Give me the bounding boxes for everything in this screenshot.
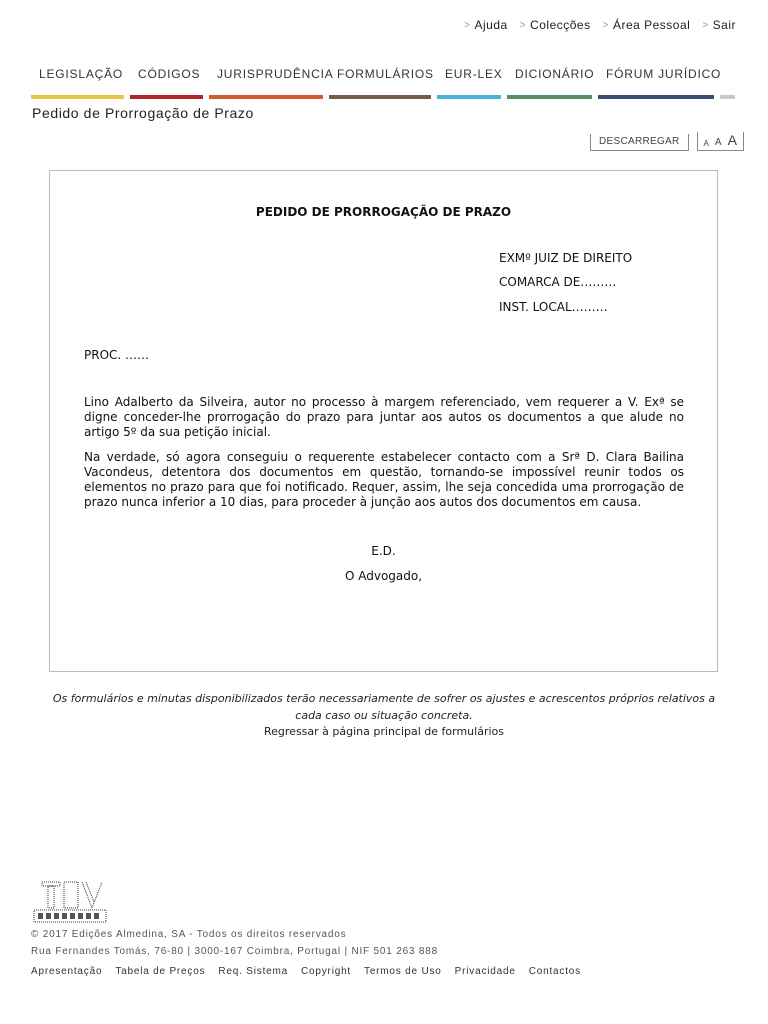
almedina-logo <box>32 880 108 924</box>
footer-copyright: © 2017 Edições Almedina, SA - Todos os direitos reservados <box>31 929 347 940</box>
addressee-line: INST. LOCAL……… <box>499 300 608 314</box>
nav-forum-juridico[interactable]: FÓRUM JURÍDICO <box>598 67 714 99</box>
chevron-right-icon: > <box>602 19 609 31</box>
paragraph: Na verdade, só agora conseguiu o requerente estabelecer contacto com a Srª D. Clara Bailina Vacondeus, detentora dos documentos em questão, tornando-se impossível reunir todos os elementos no prazo para que foi notificado. Requer, assim, lhe seja concedida uma prorrogação de prazo nunca inferior a 10 dias, para proceder à junção aos autos dos documentos em causa. <box>84 450 684 509</box>
font-medium-button[interactable]: A <box>714 137 722 148</box>
chevron-right-icon: > <box>519 19 527 31</box>
font-small-button[interactable]: A <box>703 139 709 148</box>
process-number: PROC. …… <box>84 348 150 362</box>
document-box <box>49 170 718 672</box>
help-link-label: Ajuda <box>474 18 508 32</box>
disclaimer-note: Os formulários e minutas disponibilizados terão necessariamente de sofrer os ajustes e acrescentos próprios relativos a cada caso ou situação concreta. <box>52 692 716 722</box>
collections-link[interactable] <box>520 18 591 32</box>
page-title: Pedido de Prorrogação de Prazo <box>32 105 254 121</box>
nav-jurisprudencia[interactable]: JURISPRUDÊNCIA <box>209 67 323 99</box>
font-large-button[interactable]: A <box>727 132 737 148</box>
addressee-line: COMARCA DE……… <box>499 275 617 289</box>
logout-link-label: Sair <box>712 18 736 32</box>
main-nav <box>31 67 735 99</box>
top-links <box>464 18 736 32</box>
footer-link-copyright[interactable]: Copyright <box>301 966 352 977</box>
nav-legislacao[interactable]: LEGISLAÇÃO <box>31 67 124 99</box>
collections-link-label: Colecções <box>530 18 591 32</box>
addressee-line: EXMº JUIZ DE DIREITO <box>499 251 633 265</box>
document-title: PEDIDO DE PRORROGAÇÃO DE PRAZO <box>255 205 512 219</box>
signature-text: O Advogado, <box>344 569 423 583</box>
document-tools <box>590 132 744 151</box>
personal-area-link-label: Área Pessoal <box>612 18 691 32</box>
closing-text: E.D. <box>371 544 396 558</box>
logout-link[interactable] <box>702 18 736 32</box>
chevron-right-icon: > <box>464 19 471 31</box>
footer-link-req-sistema[interactable]: Req. Sistema <box>218 966 289 977</box>
help-link[interactable] <box>464 18 508 32</box>
personal-area-link[interactable] <box>603 18 691 32</box>
logo-graphic <box>32 880 108 924</box>
footer-links <box>31 966 581 977</box>
footer-link-termos-uso[interactable]: Termos de Uso <box>364 966 442 977</box>
footer-link-privacidade[interactable]: Privacidade <box>454 966 516 977</box>
back-to-forms-link[interactable]: Regressar à página principal de formulários <box>264 725 504 738</box>
nav-formularios[interactable]: FORMULÁRIOS <box>329 67 431 99</box>
nav-spacer <box>720 67 735 99</box>
nav-dicionario[interactable]: DICIONÁRIO <box>507 67 592 99</box>
paragraph: Lino Adalberto da Silveira, autor no processo à margem referenciado, vem requerer a V. Exª se digne conceder-lhe prorrogação do prazo para juntar aos autos os documentos a que alude no artigo 5º da sua petição inicial. <box>84 395 684 439</box>
font-size-control <box>697 132 744 151</box>
chevron-right-icon: > <box>702 19 709 31</box>
footer-link-contactos[interactable]: Contactos <box>528 966 581 977</box>
footer-address: Rua Fernandes Tomás, 76-80 | 3000-167 Coimbra, Portugal | NIF 501 263 888 <box>31 946 438 957</box>
footer-link-tabela-precos[interactable]: Tabela de Preços <box>115 966 206 977</box>
footer-link-apresentacao[interactable]: Apresentação <box>31 966 103 977</box>
download-button[interactable]: DESCARREGAR <box>590 134 689 151</box>
nav-eur-lex[interactable]: EUR-LEX <box>437 67 501 99</box>
nav-codigos[interactable]: CÓDIGOS <box>130 67 203 99</box>
